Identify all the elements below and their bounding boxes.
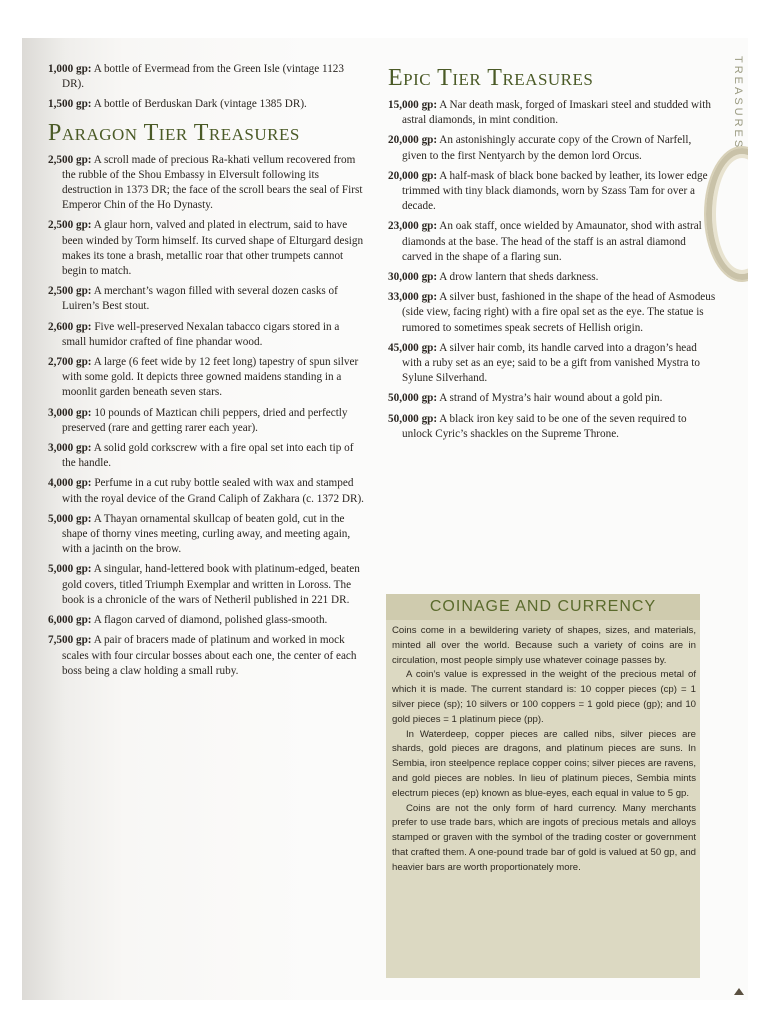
gp-value: 5,000 gp: xyxy=(48,512,92,525)
entry-text: A Thayan ornamental skullcap of beaten gold, cut in the shape of thorny vines meeting, curling away, and meeting again, with a jacinth on the brow. xyxy=(62,512,351,556)
epic-entries xyxy=(388,98,718,442)
gp-value: 2,500 gp: xyxy=(48,153,92,166)
entry-text: A silver hair comb, its handle carved into a dragon’s head with a ruby set as an eye; said to be a gift from vanished Mystra to Sylune Silverhand. xyxy=(402,341,700,385)
page-corner-icon xyxy=(733,984,745,996)
epic-treasure-entry xyxy=(388,290,718,336)
left-column xyxy=(48,62,366,684)
paragon-treasure-entry xyxy=(48,613,366,628)
gp-value: 2,700 gp: xyxy=(48,356,92,369)
gp-value: 3,000 gp: xyxy=(48,442,92,455)
left-top-entries xyxy=(48,62,366,113)
gp-value: 2,500 gp: xyxy=(48,285,92,298)
entry-text: A drow lantern that sheds darkness. xyxy=(437,271,599,284)
epic-treasure-entry xyxy=(388,133,718,163)
side-tab-label: TREASURES xyxy=(732,56,744,151)
entry-text: A strand of Mystra’s hair wound about a gold pin. xyxy=(437,392,663,405)
epic-treasure-entry xyxy=(388,219,718,265)
entry-text: A Nar death mask, forged of Imaskari steel and studded with astral diamonds, in mint condition. xyxy=(402,99,711,127)
entry-text: A pair of bracers made of platinum and worked in mock scales with four circular bosses about each one, the center of each boss being a claw holding a small ruby. xyxy=(62,634,357,677)
gp-value: 5,000 gp: xyxy=(48,563,92,576)
gp-value: 15,000 gp: xyxy=(388,99,438,111)
entry-text: Perfume in a cut ruby bottle sealed with wax and stamped with the royal device of the Grand Caliph of Zakhara (c. 1372 DR). xyxy=(62,477,364,505)
gp-value: 20,000 gp: xyxy=(388,169,438,182)
entry-text: A flagon carved of diamond, polished glass-smooth. xyxy=(91,614,328,627)
entry-text: A scroll made of precious Ra-khati vellum recovered from the rubble of the Shou Embassy in Elversult following its destruction in 1373 DR; the face of the scroll bears the seal of First Emperor Chin of the Ho Dynasty. xyxy=(62,153,363,212)
entry-text: 10 pounds of Maztican chili peppers, dried and perfectly preserved (rare and getting rarer each year). xyxy=(62,406,348,434)
paragon-entries xyxy=(48,153,366,679)
gp-value: 7,500 gp: xyxy=(48,634,92,647)
entry-text: A singular, hand-lettered book with platinum-edged, beaten gold covers, titled Triumph Exemplar and written in Loross. The book is a chronicle of the wars of Netheril published in 221 DR. xyxy=(62,563,360,606)
gp-value: 2,500 gp: xyxy=(48,219,92,232)
entry-text: A silver bust, fashioned in the shape of the head of Asmodeus (side view, facing right) with a fire opal set as the eye. The statue is rumored to sometimes speak secrets of Hellish origin. xyxy=(402,291,716,334)
paragon-treasure-entry xyxy=(48,284,366,314)
paragon-treasure-entry xyxy=(48,218,366,279)
entry-text: A solid gold corkscrew with a fire opal set into each tip of the handle. xyxy=(62,442,354,470)
paragon-treasure-entry xyxy=(48,406,366,436)
gp-value: 45,000 gp: xyxy=(388,341,438,354)
entry-text: A bottle of Berduskan Dark (vintage 1385 DR). xyxy=(91,98,307,111)
paragon-treasure-entry xyxy=(48,476,366,506)
entry-text: Five well-preserved Nexalan tabacco cigars stored in a small humidor crafted of fine phandar wood. xyxy=(62,320,340,348)
epic-heading: Epic Tier Treasures xyxy=(388,65,594,91)
gp-value: 30,000 gp: xyxy=(388,271,438,284)
paragon-treasure-entry xyxy=(48,355,366,401)
entry-text: A large (6 feet wide by 12 feet long) tapestry of spun silver with some gold. It depicts three gowned maidens standing in a moonlit garden beneath seven stars. xyxy=(62,356,359,399)
right-column xyxy=(388,58,718,447)
gp-value: 33,000 gp: xyxy=(388,291,438,304)
coinage-body xyxy=(386,620,700,876)
epic-treasure-entry xyxy=(388,98,718,128)
coinage-paragraph: A coin’s value is expressed in the weight of the precious metal of which it is made. The current standard is: 10 copper pieces (cp) = 1 silver piece (sp); 10 silvers or 100 coppers = 1 gold piece (gp); and 10 gold pieces = 1 platinum piece (pp). xyxy=(392,669,696,725)
gp-value: 50,000 gp: xyxy=(388,412,438,425)
paragon-treasure-entry xyxy=(48,633,366,679)
entry-text: A half-mask of black bone backed by leather, its lower edge trimmed with tiny black diamonds, worn by Szass Tam for over a decade. xyxy=(402,169,708,213)
epic-treasure-entry xyxy=(388,391,718,406)
gp-value: 4,000 gp: xyxy=(48,477,92,490)
gp-value: 6,000 gp: xyxy=(48,614,92,627)
epic-treasure-entry xyxy=(388,270,718,285)
coinage-sidebar xyxy=(386,594,700,978)
coinage-paragraph: Coins are not the only form of hard currency. Many merchants prefer to use trade bars, which are ingots of precious metals and alloys stamped or graven with the symbol of the trading coster or government that crafted them. A one-pound trade bar of gold is valued at 50 gp, and heavier bars are worth proportionately more. xyxy=(392,802,696,873)
epic-treasure-entry xyxy=(388,412,718,442)
epic-treasure-entry xyxy=(388,341,718,387)
paragon-treasure-entry xyxy=(48,153,366,214)
paragon-heading: Paragon Tier Treasures xyxy=(48,119,300,146)
entry-text: A bottle of Evermead from the Green Isle (vintage 1123 DR). xyxy=(62,63,344,91)
paragon-treasure-entry xyxy=(48,562,366,608)
gp-value: 23,000 gp: xyxy=(388,220,438,233)
gp-value: 1,500 gp: xyxy=(48,98,92,111)
coinage-title: COINAGE AND CURRENCY xyxy=(386,594,700,620)
paragon-treasure-entry xyxy=(48,441,366,471)
paragon-treasure-entry xyxy=(48,512,366,558)
gp-value: 20,000 gp: xyxy=(388,134,438,147)
book-page xyxy=(22,38,748,1000)
epic-treasure-entry xyxy=(388,169,718,215)
gp-value: 3,000 gp: xyxy=(48,406,92,419)
gp-value: 1,000 gp: xyxy=(48,63,92,75)
entry-text: An oak staff, once wielded by Amaunator, shod with astral diamonds at the base. The head of the staff is an astral diamond carved in the shape of a flaring sun. xyxy=(402,220,702,263)
coinage-paragraph: In Waterdeep, copper pieces are called nibs, silver pieces are shards, gold pieces are dragons, and platinum pieces are suns. In Sembia, iron steelpence replace copper coins; silver pieces are ravens, and gold pieces are nobles. In lieu of platinum pieces, Sembia mints electrum pieces (ep) known as blue-eyes, each equal in value to 5 gp. xyxy=(392,728,696,799)
treasure-entry xyxy=(48,62,366,92)
gp-value: 50,000 gp: xyxy=(388,392,438,405)
entry-text: An astonishingly accurate copy of the Crown of Narfell, given to the first Nentyarch by the demon lord Orcus. xyxy=(402,134,692,162)
coinage-paragraph: Coins come in a bewildering variety of shapes, sizes, and materials, minted all over the world. Because such a variety of coins are in circulation, most people simply use whatever coinage passes by. xyxy=(392,625,696,666)
entry-text: A merchant’s wagon filled with several dozen casks of Luiren’s Best stout. xyxy=(62,285,338,313)
entry-text: A black iron key said to be one of the seven required to unlock Cyric’s shackles on the Supreme Throne. xyxy=(402,412,687,440)
entry-text: A glaur horn, valved and plated in electrum, said to have been winded by Torm himself. Its curved shape of Elturgard design makes its tone a brash, metallic roar that other trumpets cannot begin to match. xyxy=(62,219,364,278)
paragon-treasure-entry xyxy=(48,320,366,350)
treasure-entry xyxy=(48,97,366,112)
gp-value: 2,600 gp: xyxy=(48,320,92,333)
